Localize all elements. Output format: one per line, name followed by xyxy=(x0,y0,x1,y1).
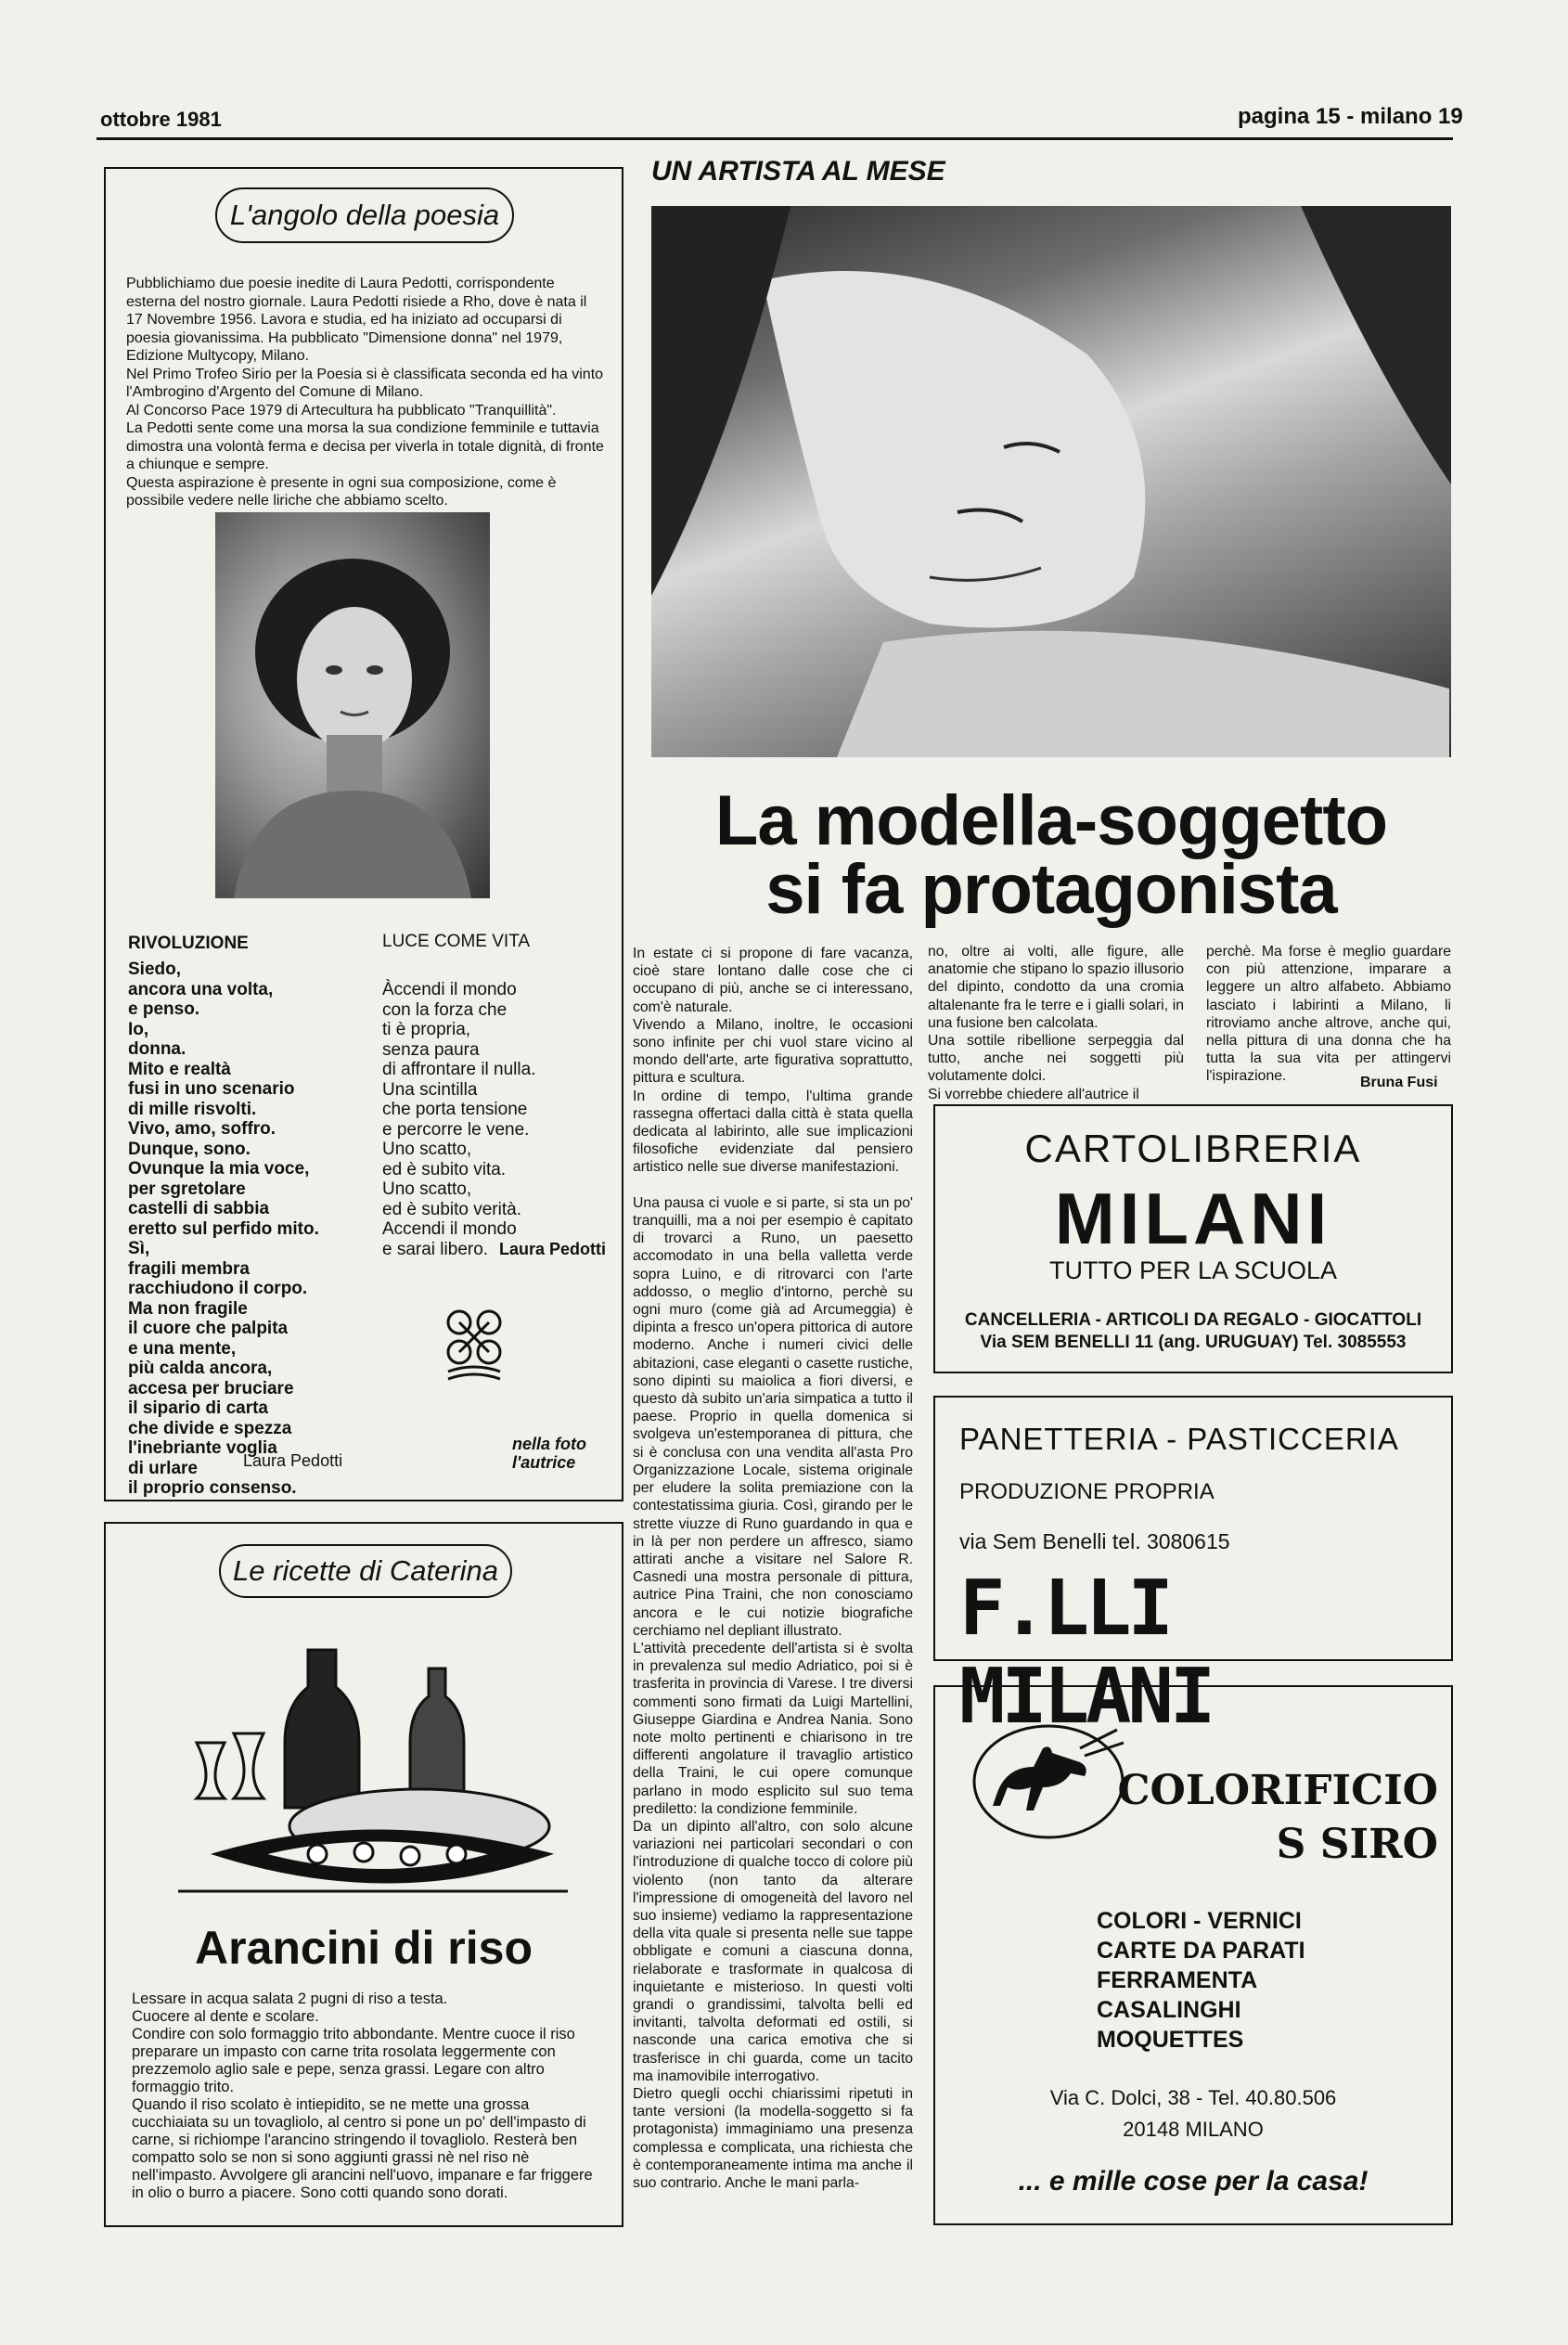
ad3-address: Via C. Dolci, 38 - Tel. 40.80.506 xyxy=(1049,2086,1337,2109)
ad3-brand-line1: COLORIFICIO xyxy=(1117,1767,1438,1814)
poetry-section-title: L'angolo della poesia xyxy=(215,187,514,243)
recipe-text xyxy=(132,1991,601,2202)
ad1-line5: Via SEM BENELLI 11 (ang. URUGUAY) Tel. 3085553 xyxy=(980,1333,1407,1352)
ad2-line3: via Sem Benelli tel. 3080615 xyxy=(959,1529,1230,1553)
author-portrait-svg xyxy=(215,512,490,898)
ad2-line1: PANETTERIA - PASTICCERIA xyxy=(959,1422,1399,1456)
recipe-section-title: Le ricette di Caterina xyxy=(219,1544,512,1598)
intro-paragraph: Questa aspirazione è presente in ogni sua composizione, come è possibile vedere nelle liriche che abbiamo scelto. xyxy=(126,474,557,509)
recipe-step: Lessare in acqua salata 2 pugni di riso a testa. xyxy=(132,1991,448,2007)
article-column-1: In estate ci si propone di fare vacanza, cioè stare lontano dalle cose che ci occupano di più, anche se ci interessano, com'è naturale. Vivendo a Milano, inoltre, le occasioni sono infinite per chi vuol stare vicino al mondo dell'arte, arte figurativa soprattutto, pittura e scultura. In ordine di tempo, l'ultima grande rassegna offertaci dalla città è stata quella dedicata al labirinto, alle sue implicazioni filosofiche evidenziate dal pensiero artistico nelle sue diverse manifestazioni. Una pausa ci vuole e si parte, si sta un po' tranquilli, ma a noi per esempio è capitato di trovarci a Runo, un paesetto accomodato in una bella valletta verde sopra Luino, e di ritrovarci con l'arte addosso, o meglio d'intorno, perchè su ogni muro (come già ad Arcumeggia) è dipinta a fresco un'opera pittorica di autore moderno. Anche i numeri civici delle abitazioni, case eleganti o casette rustiche, sono dipinti su maiolica a fiori diversi, e questo dà subito un'aria simpatica a tutto il paese. Proprio in quella domenica si svolgeva un'estemporanea di pittura, che si è conclusa con una vendita all'asta Pro Organizzazione Locale, sistema originale per eludere la solita premiazione con la contestatissima giuria. Così, girando per le strette viuzze di Runo guardando in qua e in là per non perdere un affresco, siamo attirati anche a visitare nel Salore R. Casnedi una mostra personale di pittura, autrice Pina Traini, che non conosciamo ancora e le cui notizie biografiche cerchiamo nel depliant illustrato. L'attività precedente dell'artista si è svolta in prevalenza sul medio Adriatico, poi si è trasferita in provincia di Varese. I tre diversi commenti sono firmati da Luigi Martellini, Giuseppe Giardina e Andrea Nania. Sono note molto pertinenti e chiarisono in tre differenti angolature il travaglio artistico della Traini, le cui opere comunque parlano in modo esplicito sul suo tema prediletto: la condizione femminile. Da un dipinto all'altro, con solo alcune variazioni nei particolari secondari o con l'introduzione di qualche tocco di colore più violento (non tanto da alterare l'impressione di omogeneità del lavoro nel suo insieme) vediamo la rappresentazione della vita quale si presenta nelle sue tappe obbligate e comuni a ciascuna donna, rielaborate e trasformate in qualcosa di inquietante e misterioso. In questi volti grandi o grandissimi, talvolta belli ed invitanti, talvolta deformati ed ostili, si nasconde una carica emotiva che si trasferisce in chi guarda, come un tacito ma inamovibile interrogativo. Dietro quegli occhi chiarissimi ripetuti in tante versioni (la modella-soggetto si fa protagonista) immaginiamo una presenza complessa e complicata, una richiesta che è contemporaneamente intima ma anche il suo contrario. Anche le mani parla- xyxy=(633,946,913,2192)
poem1-title: RIVOLUZIONE xyxy=(128,934,249,953)
intro-paragraph: Al Concorso Pace 1979 di Artecultura ha pubblicato "Tranquillità". xyxy=(126,402,557,419)
article-column-2: no, oltre ai volti, alle figure, alle anatomie che stipano lo spazio illusorio del dipinto, condotto da una cromia altalenante fra le terre e i gialli solari, in una fusione ben calcolata. Una sottile ribellione serpeggia dal tutto, anche nei soggetti più volutamente dolci. Si vorrebbe chiedere all'autrice il xyxy=(928,944,1184,1102)
article-author: Bruna Fusi xyxy=(1360,1075,1438,1090)
poem2-text: Àccendi il mondo con la forza che ti è propria, senza paura di affrontare il nulla. Una scintilla che porta tensione e percorre le vene. Uno scatto, ed è subito vita. Uno scatto, ed è subito verità. Accendi il mondo e sarai libero. xyxy=(382,980,536,1259)
ad3-brand-line2: S SIRO xyxy=(1276,1821,1438,1868)
intro-paragraph: Pubblichiamo due poesie inedite di Laura Pedotti, corrispondente esterna del nostro giornale. Laura Pedotti risiede a Rho, dove è nata il 17 Novembre 1956. Lavora e studia, ed ha iniziato ad occuparsi di poesia giovanissima. Ha pubblicato "Dimensione donna" nel 1979, Edizione Multycopy, Milano. xyxy=(126,276,587,364)
ad1-line3: TUTTO PER LA SCUOLA xyxy=(1048,1256,1338,1284)
ad2-brand: F.LLI MILANI xyxy=(959,1565,1213,1741)
still-life-illustration xyxy=(178,1631,568,1910)
poem2-title: LUCE COME VITA xyxy=(382,932,531,951)
recipe-step: Condire con solo formaggio trito abbondante. Mentre cuoce il riso preparare un impasto con carne trita rosolata leggermente con prezzemolo aglio sale e pepe, senza grassi. Legare con altro formaggio trito. xyxy=(132,2026,575,2095)
issue-date: ottobre 1981 xyxy=(100,108,222,131)
horse-logo-icon xyxy=(969,1720,1126,1841)
ornament-icon xyxy=(443,1307,505,1385)
ad1-line4: CANCELLERIA - ARTICOLI DA REGALO - GIOCATTOLI xyxy=(964,1310,1422,1330)
intro-paragraph: Nel Primo Trofeo Sirio per la Poesia si è classificata seconda ed ha vinto l'Ambrogino d'Argento del Comune di Milano. xyxy=(126,366,604,400)
page-number: pagina 15 - milano 19 xyxy=(1238,104,1463,129)
article-column-3: perchè. Ma forse è meglio guardare con più attenzione, imparare a leggere un altro alfabeto. Abbiamo lasciato i labirinti a Milano, li ritroviamo anche altrove, anche qui, nella pittura di una donna che ha tutta la sua vita per attingervi l'ispirazione. xyxy=(1206,944,1451,1085)
author-photo xyxy=(215,512,490,898)
recipe-step: Cuocere al dente e scolare. xyxy=(132,2008,319,2025)
poem1-text: Siedo, ancora una volta, e penso. Io, donna. Mito e realtà fusi in uno scenario di mille risvolti. Vivo, amo, soffro. Dunque, sono. Ovunque la mia voce, per sgretolare castelli di sabbia eretto sul perfido mito. Sì, fragili membra racchiudono il corpo. Ma non fragile il cuore che palpita e una mente, più calda ancora, accesa per bruciare il sipario di carta che divide e spezza l'inebriante voglia di urlare il proprio consenso. xyxy=(128,960,319,1498)
headline-line1: La modella-soggetto xyxy=(714,781,1388,860)
ad3-slogan: ... e mille cose per la casa! xyxy=(1018,2166,1369,2197)
ad2-line2: PRODUZIONE PROPRIA xyxy=(959,1479,1215,1504)
poem2-author: Laura Pedotti xyxy=(499,1240,607,1258)
article-headline xyxy=(651,781,1451,929)
ad3-city: 20148 MILANO xyxy=(1123,2118,1264,2141)
poetry-intro xyxy=(126,275,605,510)
intro-paragraph: La Pedotti sente come una morsa la sua condizione femminile e tuttavia dimostra una volontà ferma e decisa per viverla in totale dignità, di fronte a chiunque e sempre. xyxy=(126,420,604,472)
recipe-dish-title: Arancini di riso xyxy=(195,1922,533,1974)
ad3-product-list: COLORI - VERNICI CARTE DA PARATI FERRAMENTA CASALINGHI MOQUETTES xyxy=(1097,1908,1305,2053)
headline-line2: si fa protagonista xyxy=(765,850,1337,929)
recipe-step: Quando il riso scolato è intiepidito, se ne mette una grossa cucchiaiata su un tovagliolo, al centro si pone un po' dell'impasto di carne, si richiompe l'arancino stringendo il tovagliolo. Resterà ben compatto solo se non si sono aggiunti grassi nè nel riso nè nell'impasto. Avvolgere gli arancini nell'uovo, impanare e far friggere in olio o burro a piacere. Sono cotti quando sono dorati. xyxy=(132,2096,593,2201)
artwork-image xyxy=(651,206,1451,757)
header-rule xyxy=(96,137,1453,140)
photo-caption: nella foto l'autrice xyxy=(512,1435,586,1472)
article-kicker: UN ARTISTA AL MESE xyxy=(651,156,945,187)
ad1-brand: MILANI xyxy=(1054,1178,1332,1259)
artwork-painting-svg xyxy=(651,206,1451,757)
poem1-author: Laura Pedotti xyxy=(243,1451,343,1470)
ad1-line1: CARTOLIBRERIA xyxy=(1024,1127,1362,1170)
